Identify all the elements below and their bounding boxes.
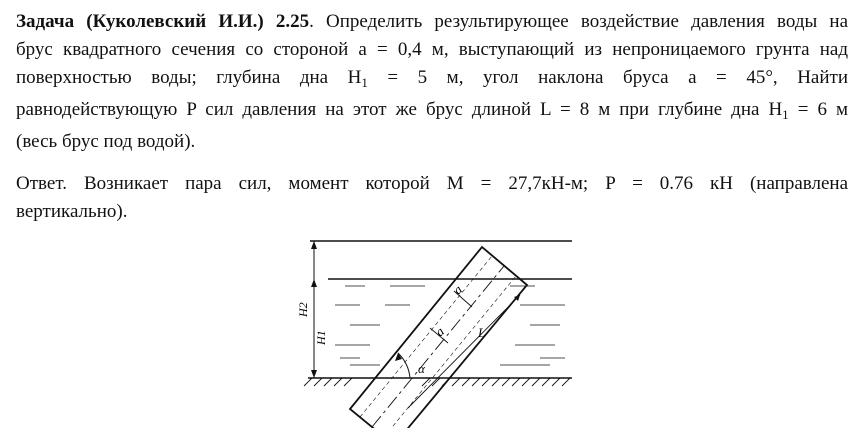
label-alpha: α [418,361,425,376]
water-hatch [335,286,565,365]
label-H1: H1 [314,330,328,345]
answer-line-1: Ответ. Возникает пара сил, момент которой M = 27,7кН-м; P = 0.76 кН (направлена [16,173,848,194]
problem-line-1: Задача (Куколевский И.И.) 2.25. Определить результирующее воздействие давления воды на [16,11,849,32]
problem-line-4: равнодействующую P сил давления на этот же брус длиной L = 8 м при глубине дна $H_1 = 6$ м [16,99,848,122]
beam-inner-line [360,256,492,417]
problem-line-2: брус квадратного сечения со стороной a = 0,4 м, выступающий из непроницаемого грунта над [16,39,848,60]
beam-center-line [372,266,504,427]
H-arrow-bottom [311,370,317,378]
L-dimension-line [408,295,520,408]
answer-line-2: вертикально). [16,201,128,222]
inclined-beam [350,247,527,428]
label-a-side: a [450,281,465,298]
angle-arrow [395,353,402,361]
problem-line-3: поверхностью воды; глубина дна $H_1 = 5$ м, угол наклона бруса a = 45°, Найти [16,67,848,90]
inclined-beam-diagram [290,233,580,428]
beam-inner-line [384,276,516,428]
label-L: L [478,325,486,340]
answer [16,170,848,226]
problem-line-5: (весь брус под водой). [16,131,196,152]
problem-title: Задача (Куколевский И.И.) 2.25 [16,11,310,32]
label-a-side-2: a [432,323,447,340]
label-H2: H2 [296,302,310,317]
problem-statement [16,8,848,156]
H1-arrow-top [311,279,317,287]
H2-arrow-top [311,241,317,249]
